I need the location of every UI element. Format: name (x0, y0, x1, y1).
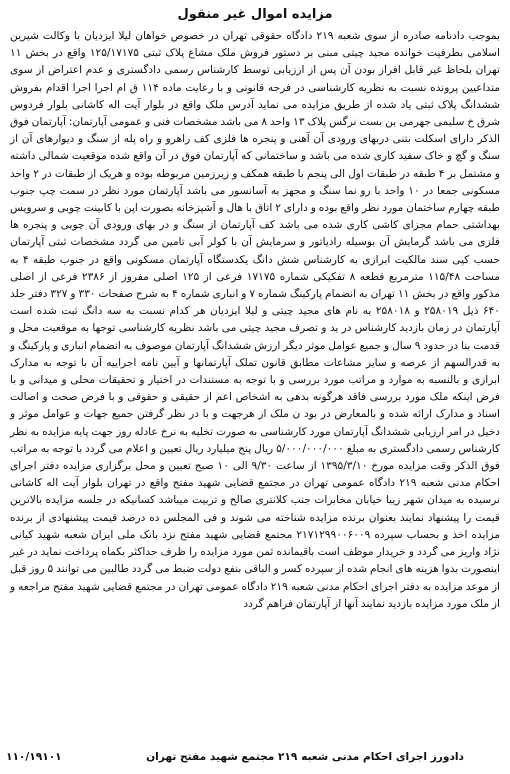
notice-code: ۱۱۰/۱۹۱۰۱ (6, 751, 62, 763)
notice-title: مزایده اموال غیر منقول (177, 7, 333, 22)
notice-signature: دادورز اجرای احکام مدنی شعبه ۲۱۹ مجتمع شهید مفتح تهران (146, 751, 464, 763)
legal-notice (6, 4, 504, 770)
notice-footer (6, 748, 504, 766)
notice-body: بموجب دادنامه صادره از سوی شعبه ۲۱۹ دادگاه حقوقی تهران در خصوص خواهان لیلا ایزدیان با وکالت شیرین اسلامی بطرفیت خوانده مجید چیتی مبنی بر دستور فروش ملک مشاع پلاک ثبتی ۱۲۵/۱۷۱۷۵ واقع در بخش ۱۱ تهران بلحاظ غیر قابل افراز بودن آن پس از ارزیابی توسط کارشناس رسمی دادگستری و عدم اعتراض از سوی متداعیین پرونده نسبت به نظریه کارشناسی در فرجه قانونی و با رعایت ماده ۱۱۴ ق ام اجرا اجرا اقدام بفروش ششدانگ پلاک ثبتی یاد شده از طریق مزایده می نماید آدرس ملک واقع در بلوار آیت اله کاشانی بلوار فردوس شرق خ سلیمی جهرمی بن بست نرگس پلاک ۱۳ واحد ۸ می باشد مشخصات فنی و عمومی آپارتمان: آپارتمان فوق الذکر دارای اسکلت بتنی دربهای ورودی آن آهنی و پنجره ها فلزی کف راهرو و راه پله از سنگ و دیوارهای آن از سنگ و گچ و خاک سفید کاری شده می باشد و ساختمانی که آپارتمان فوق در آن واقع شده موقعیت شمالی داشته و مشتمل بر ۴ طبقه در طبقات اول الی پنجم با طبقه همکف و زیرزمین مربوطه بوده و هریک از طبقات در ۲ واحد مسکونی جمعا در ۱۰ واحد با رو نما سنگ و مجهز به آسانسور می باشد آپارتمان مورد نظر در سمت چپ جنوب طبقه چهارم ساختمان مورد نظر واقع بوده و دارای ۲ اتاق با هال و آشپزخانه بصورت اپن با کابینت چوبی و سرویس بهداشتی حمام مجزای کاشی کاری شده می باشد کف آپارتمان از سنگ و در بهای ورودی آن چوبی و پنجره ها فلزی می باشد گرمایش آن بوسیله رادیاتور و سرمایش آن با کولر آبی تامین می گردد مشخصات ثبتی آپارتمان حسب کپی سند مالکیت ابرازی به کارشناس شش دانگ یکدستگاه آپارتمان مسکونی واقع در جنوب طبقه ۴ به مساحت ۱۱۵/۴۸ مترمربع قطعه ۸ تفکیکی شماره ۱۷۱۷۵ فرعی از ۱۲۵ اصلی مفروز از ۲۳۸۶ فرعی از اصلی مذکور واقع در بخش ۱۱ تهران به انضمام پارکینگ شماره ۷ و انباری شماره ۴ به شرح صفحات ۳۳۰ و ۳۲۷ دفتر جلد ۶۴۰ ذیل ۲۵۸۰۱۹ و ۲۵۸۰۱۸ به نام های مجید چیتی و لیلا ایزدیان هر کدام نسبت به سه دانگ ثبت شده است آپارتمان در زمان بازدید کارشناس در ید و تصرف مجید چیتی می باشد نظریه کارشناسی توجها به موقعیت محل و قدمت بنا در حدود ۹ سال و جمیع عوامل موثر دیگر ارزش ششدانگ آپارتمان موصوف به انضمام انباری و پارکینگ و به قدرالسهم از عرصه و سایر مشاعات مطابق قانون تملک آپارتمانها و آیین نامه اجراییه آن با توجه به مدارک ابرازی و بالنسبه به موارد و مراتب مورد بررسی و با توجه به مستندات در اختیار و تحقیقات محلی و میدانی و با فرض اینکه ملک مورد بررسی فاقد هرگونه بدهی به اشخاص اعم از حقیقی و حقوقی و با فرض صحت و اصالت اسناد و مدارک ارائه شده و بالمعارض در بود ن ملک از هرجهت و با در نظر گرفتن جمیع جهات و عوامل موثر و دخیل در امر ارزیابی ششدانگ آپارتمان مورد کارشناسی به صورت تخلیه به نرخ عادله روز جهت پایه مزایده به نظر کارشناس رسمی دادگستری به مبلغ ۵/۰۰۰/۰۰۰/۰۰۰ ریال پنج میلیارد ریال تعیین و اعلام می گردد با توجه به مراتب فوق الذکر وقت مزایده مورخ ۱۳۹۵/۳/۱۰ از ساعت ۹/۳۰ الی ۱۰ صبح تعیین و محل برگزاری مزایده دفتر اجرای احکام مدنی شعبه ۲۱۹ دادگاه عمومی تهران در مجتمع قضایی شهید مفتح واقع در تهران بلوار آیت اله کاشانی نرسیده به میدان شهر زیبا خیابان مخابرات جنب کلانتری صالح و تربیت میباشد کسانیکه در جلسه مزایده بالاترین قیمت را پیشنهاد نمایند بعنوان برنده مزایده شناخته می شوند و فی المجلس ده درصد قیمت پیشنهادی از برنده مزایده اخذ و بحساب سپرده ۲۱۷۱۲۹۹۰۰۶۰۰۹ مجتمع قضایی شهید مفتح نزد بانک ملی ایران شعبه شهید کیانی نژاد واریز می گردد و خریدار موظف است باقیمانده ثمن مورد مزایده را ظرف حداکثر یکماه پرداخت نماید در غیر اینصورت بدوا هزینه های انجام شده از سپرده کسر و الباقی بنفع دولت ضبط می گردد طالبین می توانند ۵ روز قبل از موعد مزایده به دفتر اجرای احکام مدنی شعبه ۲۱۹ دادگاه عمومی تهران در مجتمع قضایی شهید مفتح مراجعه و از ملک مورد مزایده بازدید نمایند آنها از آپارتمان فراهم گردد (10, 30, 501, 610)
